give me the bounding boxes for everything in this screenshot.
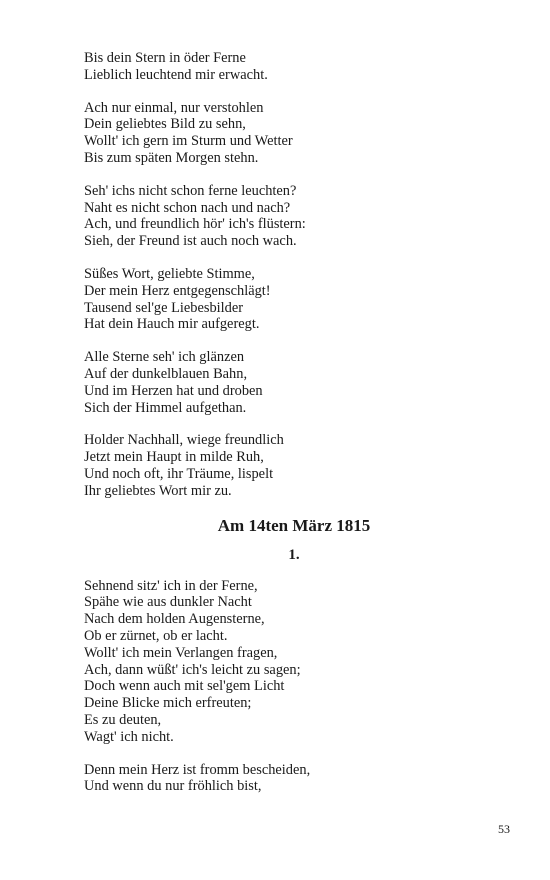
verse-line: Doch wenn auch mit sel'gem Licht bbox=[84, 678, 285, 695]
verse-line: Deine Blicke mich erfreuten; bbox=[84, 695, 252, 712]
verse-line: Holder Nachhall, wiege freundlich bbox=[84, 432, 284, 449]
verse-line: Wollt' ich gern im Sturm und Wetter bbox=[84, 133, 293, 150]
verse-line: Ach, und freundlich hör' ich's flüstern: bbox=[84, 216, 306, 233]
verse-line: Süßes Wort, geliebte Stimme, bbox=[84, 265, 255, 282]
verse-line: Und im Herzen hat und droben bbox=[84, 382, 263, 399]
verse-line: Spähe wie aus dunkler Nacht bbox=[84, 594, 252, 611]
verse-line: Es zu deuten, bbox=[84, 711, 162, 728]
verse-line: Sich der Himmel aufgethan. bbox=[84, 399, 247, 416]
stanza bbox=[84, 578, 504, 746]
page-number: 53 bbox=[498, 822, 510, 836]
section-title: Am 14ten März 1815 bbox=[217, 515, 371, 535]
page-text bbox=[84, 50, 504, 811]
verse-line: Bis zum späten Morgen stehn. bbox=[84, 149, 259, 166]
verse-line: Denn mein Herz ist fromm bescheiden, bbox=[84, 761, 311, 778]
verse-line: Bis dein Stern in öder Ferne bbox=[84, 50, 246, 66]
verse-line: Alle Sterne seh' ich glänzen bbox=[84, 349, 245, 366]
verse-line: Naht es nicht schon nach und nach? bbox=[84, 199, 291, 216]
verse-line: Sehnend sitz' ich in der Ferne, bbox=[84, 577, 258, 594]
verse-line: Seh' ichs nicht schon ferne leuchten? bbox=[84, 182, 297, 199]
verse-line: Tausend sel'ge Liebesbilder bbox=[84, 299, 244, 316]
stanza bbox=[84, 183, 504, 250]
poem-continued bbox=[84, 50, 504, 500]
verse-line: Jetzt mein Haupt in milde Ruh, bbox=[84, 449, 264, 466]
verse-line: Ach nur einmal, nur verstohlen bbox=[84, 99, 264, 116]
verse-line: Ob er zürnet, ob er lacht. bbox=[84, 627, 228, 644]
verse-line: Wollt' ich mein Verlangen fragen, bbox=[84, 644, 278, 661]
verse-line: Auf der dunkelblauen Bahn, bbox=[84, 365, 248, 382]
verse-line: Dein geliebtes Bild zu sehn, bbox=[84, 116, 246, 133]
verse-line: Hat dein Hauch mir aufgeregt. bbox=[84, 316, 260, 333]
stanza bbox=[84, 762, 504, 796]
verse-line: Nach dem holden Augensterne, bbox=[84, 611, 265, 628]
verse-line: Ach, dann wüßt' ich's leicht zu sagen; bbox=[84, 661, 301, 678]
stanza bbox=[84, 432, 504, 499]
verse-line: Und noch oft, ihr Träume, lispelt bbox=[84, 465, 274, 482]
verse-line: Sieh, der Freund ist auch noch wach. bbox=[84, 233, 297, 250]
verse-line: Und wenn du nur fröhlich bist, bbox=[84, 778, 262, 795]
stanza bbox=[84, 266, 504, 333]
verse-line: Ihr geliebtes Wort mir zu. bbox=[84, 482, 232, 499]
verse-line: Lieblich leuchtend mir erwacht. bbox=[84, 66, 268, 83]
verse-line: Wagt' ich nicht. bbox=[84, 728, 174, 745]
stanza bbox=[84, 50, 504, 84]
poem-new bbox=[84, 578, 504, 796]
verse-line: Der mein Herz entgegenschlägt! bbox=[84, 282, 271, 299]
stanza bbox=[84, 349, 504, 416]
poem-number: 1. bbox=[288, 546, 300, 563]
stanza bbox=[84, 100, 504, 167]
